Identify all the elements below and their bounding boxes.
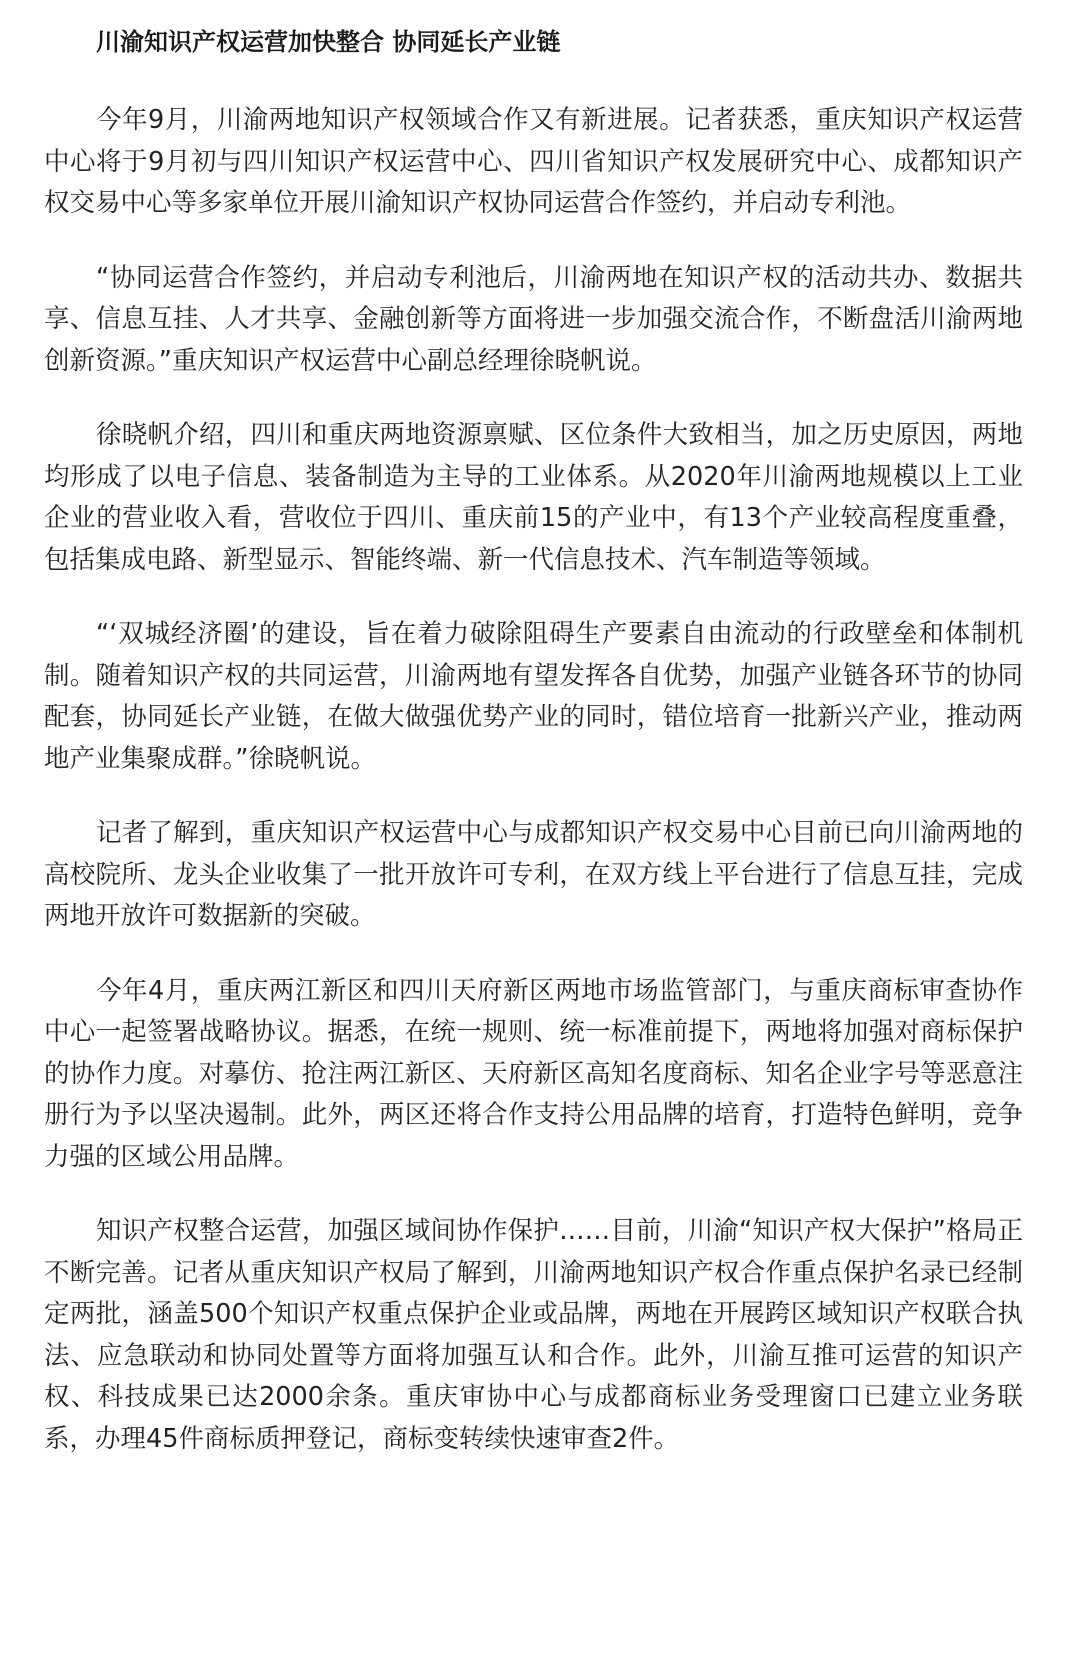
article-paragraph-4: “‘双城经济圈’的建设，旨在着力破除阻碍生产要素自由流动的行政壁垒和体制机制。随着知识产权的共同运营，川渝两地有望发挥各自优势，加强产业链各环节的协同配套，协同延长产业链，在做大做强优势产业的同时，错位培育一批新兴产业，推动两地产业集聚成群。”徐晓帆说。 <box>44 619 1023 774</box>
article-paragraph-7: 知识产权整合运营，加强区域间协作保护……目前，川渝“知识产权大保护”格局正不断完善。记者从重庆知识产权局了解到，川渝两地知识产权合作重点保护名录已经制定两批，涵盖500个知识产权重点保护企业或品牌，两地在开展跨区域知识产权联合执法、应急联动和协同处置等方面将加强互认和合作。此外，川渝互推可运营的知识产权、科技成果已达2000余条。重庆审协中心与成都商标业务受理窗口已建立业务联系，办理45件商标质押登记，商标变转续快速审查2件。 <box>44 1216 1023 1454</box>
article-paragraph-5: 记者了解到，重庆知识产权运营中心与成都知识产权交易中心目前已向川渝两地的高校院所、龙头企业收集了一批开放许可专利，在双方线上平台进行了信息互挂，完成两地开放许可数据新的突破。 <box>44 818 1023 931</box>
article-paragraph-3: 徐晓帆介绍，四川和重庆两地资源禀赋、区位条件大致相当，加之历史原因，两地均形成了以电子信息、装备制造为主导的工业体系。从2020年川渝两地规模以上工业企业的营业收入看，营收位于四川、重庆前15的产业中，有13个产业较高程度重叠，包括集成电路、新型显示、智能终端、新一代信息技术、汽车制造等领域。 <box>44 420 1023 575</box>
article-paragraph-1: 今年9月，川渝两地知识产权领域合作又有新进展。记者获悉，重庆知识产权运营中心将于9月初与四川知识产权运营中心、四川省知识产权发展研究中心、成都知识产权交易中心等多家单位开展川渝知识产权协同运营合作签约，并启动专利池。 <box>44 105 1023 218</box>
article-paragraph-6: 今年4月，重庆两江新区和四川天府新区两地市场监管部门，与重庆商标审查协作中心一起签署战略协议。据悉，在统一规则、统一标准前提下，两地将加强对商标保护的协作力度。对摹仿、抢注两江新区、天府新区高知名度商标、知名企业字号等恶意注册行为予以坚决遏制。此外，两区还将合作支持公用品牌的培育，打造特色鲜明，竞争力强的区域公用品牌。 <box>44 975 1023 1172</box>
article-title: 川渝知识产权运营加快整合 协同延长产业链 <box>96 28 561 56</box>
article-paragraph-2: “协同运营合作签约，并启动专利池后，川渝两地在知识产权的活动共办、数据共享、信息互挂、人才共享、金融创新等方面将进一步加强交流合作，不断盘活川渝两地创新资源。”重庆知识产权运营中心副总经理徐晓帆说。 <box>44 262 1023 376</box>
